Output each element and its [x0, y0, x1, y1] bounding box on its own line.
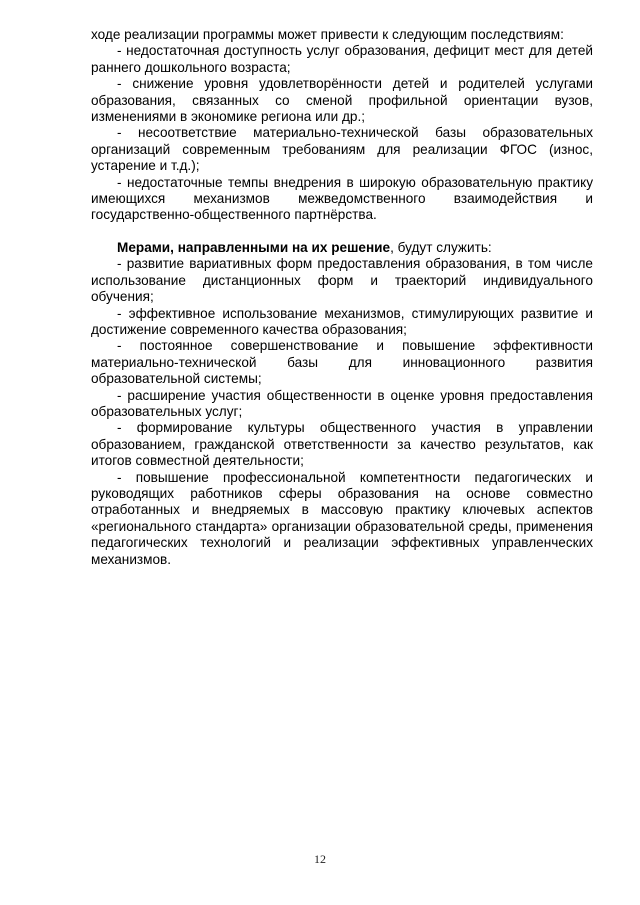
- measures-heading-bold: Мерами, направленными на их решение: [117, 239, 391, 255]
- paragraph-gap: [91, 224, 593, 240]
- consequence-2: - снижение уровня удовлетворённости детей и родителей услугами образования, связанных со сменой профильной ориентации вузов, изменениями в экономике региона или др.;: [91, 76, 593, 125]
- consequence-4: - недостаточные темпы внедрения в широкую образовательную практику имеющихся механизмов межведомственного взаимодействия и государственно-общественного партнёрства.: [91, 174, 593, 223]
- measures-heading: [91, 240, 593, 256]
- consequence-3: - несоответствие материально-технической базы образовательных организаций современным требованиям для реализации ФГОС (износ, устарение и т.д.);: [91, 125, 593, 174]
- measure-1: - развитие вариативных форм предоставления образования, в том числе использование дистанционных форм и траекторий индивидуального обучения;: [91, 256, 593, 305]
- document-body: [91, 27, 593, 568]
- measures-heading-rest: , будут служить:: [390, 239, 492, 255]
- measure-3: - постоянное совершенствование и повышение эффективности материально-технической базы для инновационного развития образовательной системы;: [91, 338, 593, 387]
- page-number: 12: [314, 852, 326, 866]
- intro-line: ходе реализации программы может привести к следующим последствиям:: [91, 27, 564, 42]
- measure-5: - формирование культуры общественного участия в управлении образованием, гражданской ответственности за качество результатов, как итогов совместной деятельности;: [91, 420, 593, 469]
- consequence-1: - недостаточная доступность услуг образования, дефицит мест для детей раннего дошкольного возраста;: [91, 43, 593, 75]
- measure-4: - расширение участия общественности в оценке уровня предоставления образовательных услуг;: [91, 387, 593, 419]
- measure-2: - эффективное использование механизмов, стимулирующих развитие и достижение современного качества образования;: [91, 305, 593, 337]
- measure-6: - повышение профессиональной компетентности педагогических и руководящих работников сферы образования на основе совместно отработанных и внедряемых в массовую практику ключевых аспектов «регионального стандарта» организации образовательной среды, применения педагогических технологий и реализации эффективных управленческих механизмов.: [91, 469, 593, 567]
